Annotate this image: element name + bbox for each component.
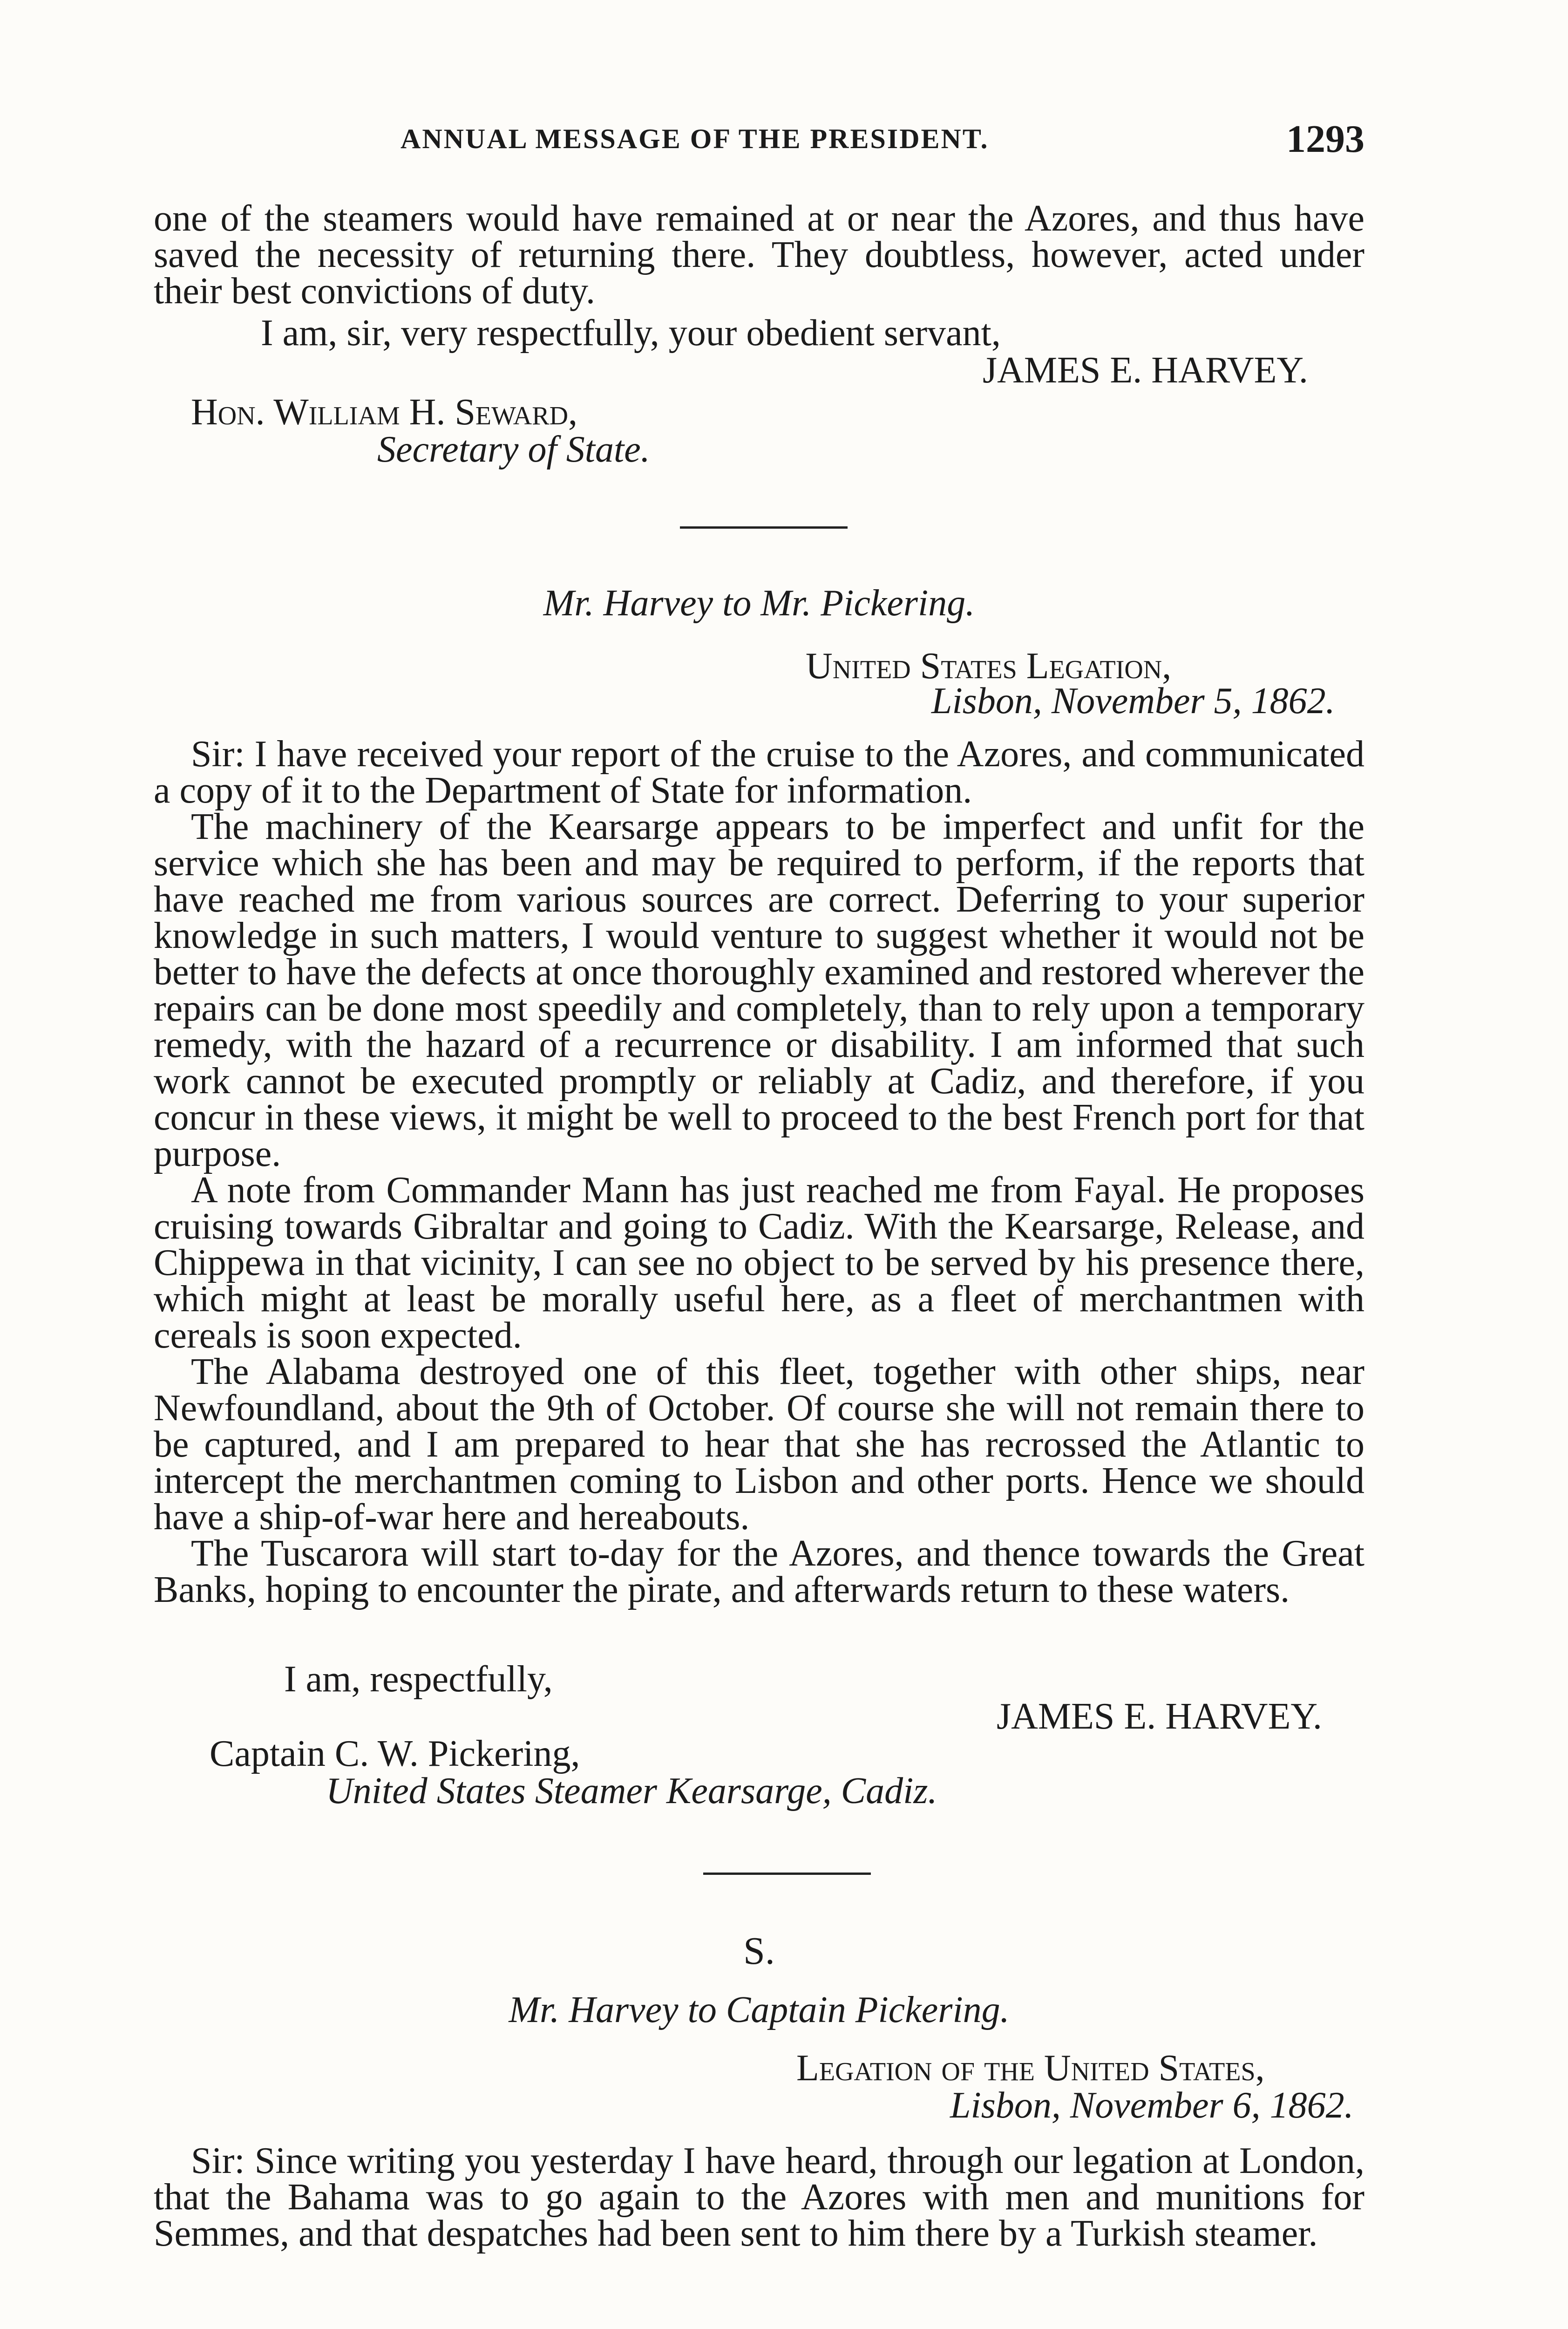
letter2-addressee-title: United States Steamer Kearsarge, Cadiz.: [326, 1771, 937, 1811]
letter2-date: Lisbon, November 5, 1862.: [931, 681, 1335, 722]
section-place: Legation of the United States,: [796, 2048, 1265, 2089]
letter2-paragraph-1: Sir: I have received your report of the cruise to the Azores, and communicated a copy of it to the Department of State for information.: [154, 734, 1364, 811]
letter2-body: [154, 736, 1364, 1608]
letter2-paragraph-5: The Tuscarora will start to-day for the Azores, and thence towards the Great Banks, hoping to encounter the pirate, and afterwards return to these waters.: [154, 1533, 1364, 1610]
letter2-paragraph-3: A note from Commander Mann has just reached me from Fayal. He proposes cruising towards Gibraltar and going to Cadiz. With the Kearsarge, Release, and Chippewa in that vicinity, I can see no object to be served by his presence there, which might at least be morally useful here, as a fleet of merchantmen with cereals is soon expected.: [154, 1170, 1364, 1356]
letter1-body: one of the steamers would have remained at or near the Azores, and thus have saved the necessity of returning there. They doubtless, however, acted under their best convictions of duty.: [154, 198, 1364, 312]
page-header: [154, 116, 1364, 172]
letter1-body-block: [154, 198, 1364, 312]
letter2-closing: I am, respectfully,: [284, 1659, 553, 1700]
section-letter: S.: [743, 1929, 775, 1973]
section-paragraph: Sir: Since writing you yesterday I have heard, through our legation at London, that the Bahama was to go again to the Azores with men and munitions for Semmes, and that despatches had been sent to him there by a Turkish steamer.: [154, 2140, 1364, 2254]
letter1-addressee-title: Secretary of State.: [377, 429, 650, 470]
letter2-place: United States Legation,: [806, 646, 1172, 687]
section-heading: Mr. Harvey to Captain Pickering.: [509, 1989, 1010, 2030]
letter1-signature: JAMES E. HARVEY.: [983, 350, 1308, 391]
section-divider: [680, 526, 848, 529]
letter2-heading: Mr. Harvey to Mr. Pickering.: [543, 583, 975, 624]
section-divider: [703, 1873, 871, 1875]
page-number: 1293: [1286, 117, 1364, 161]
section-date: Lisbon, November 6, 1862.: [950, 2085, 1354, 2126]
section-body: [154, 2140, 1364, 2254]
letter2-signature: JAMES E. HARVEY.: [997, 1696, 1322, 1737]
letter2-paragraph-2: The machinery of the Kearsarge appears to be imperfect and unfit for the service which she has been and may be required to perform, if the reports that have reached me from various sources are correct. Deferring to your superior knowledge in such matters, I would venture to suggest whether it would not be better to have the defects at once thoroughly examined and restored wherever the repairs can be done most speedily and completely, than to rely upon a temporary remedy, with the hazard of a recurrence or disability. I am informed that such work cannot be executed promptly or reliably at Cadiz, and therefore, if you concur in these views, it might be well to proceed to the best French port for that purpose.: [154, 806, 1364, 1174]
running-head: ANNUAL MESSAGE OF THE PRESIDENT.: [400, 123, 989, 154]
letter1-closing: I am, sir, very respectfully, your obedient servant,: [261, 313, 1001, 354]
letter2-addressee-name: Captain C. W. Pickering,: [210, 1733, 580, 1774]
letter1-addressee-name: Hon. William H. Seward,: [191, 392, 578, 433]
letter2-paragraph-4: The Alabama destroyed one of this fleet, together with other ships, near Newfoundland, about the 9th of October. Of course she will not remain there to be captured, and I am prepared to hear that she has recrossed the Atlantic to intercept the merchantmen coming to Lisbon and other ports. Hence we should have a ship-of-war here and hereabouts.: [154, 1351, 1364, 1538]
